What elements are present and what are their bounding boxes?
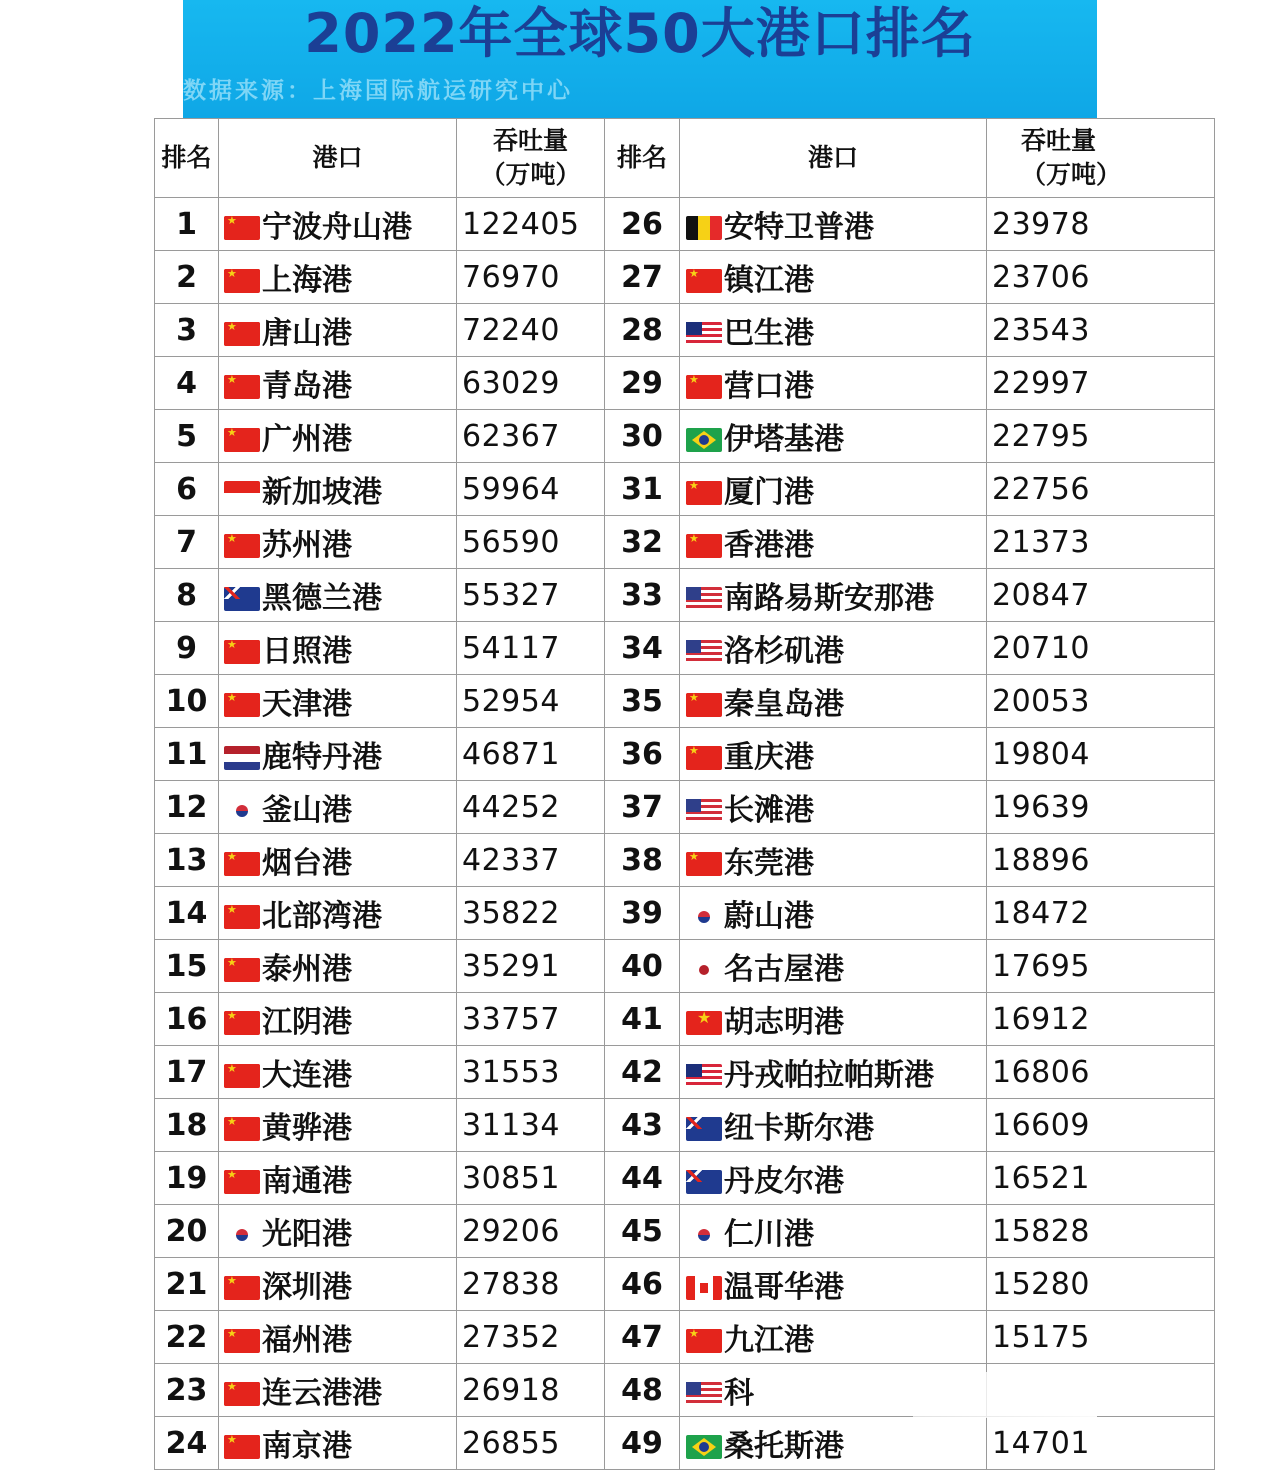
left-port-cell	[219, 1364, 457, 1417]
port-name: 南京港	[262, 1429, 352, 1464]
left-port-cell	[219, 1205, 457, 1258]
port-name: 营口港	[724, 369, 814, 404]
right-throughput-cell: 23978	[987, 198, 1215, 251]
left-port-cell	[219, 940, 457, 993]
left-throughput-cell: 27352	[457, 1311, 605, 1364]
right-rank-cell: 33	[605, 569, 680, 622]
right-port-cell	[680, 569, 987, 622]
left-port-cell	[219, 1311, 457, 1364]
table-row	[155, 198, 1215, 251]
right-rank-cell: 31	[605, 463, 680, 516]
port-name: 黄骅港	[262, 1111, 352, 1146]
right-throughput-cell: 15828	[987, 1205, 1215, 1258]
left-throughput-cell: 31553	[457, 1046, 605, 1099]
port-name: 安特卫普港	[724, 210, 874, 245]
port-name: 蔚山港	[724, 899, 814, 934]
left-rank-cell: 18	[155, 1099, 219, 1152]
flag-cn-icon	[224, 1011, 260, 1035]
right-rank-cell: 26	[605, 198, 680, 251]
title-banner	[183, 0, 1097, 118]
right-rank-cell: 32	[605, 516, 680, 569]
left-port-cell	[219, 251, 457, 304]
right-rank-cell: 49	[605, 1417, 680, 1470]
right-throughput-cell: 15280	[987, 1258, 1215, 1311]
table-row	[155, 1311, 1215, 1364]
flag-us-icon	[686, 799, 722, 823]
port-name: 仁川港	[724, 1217, 814, 1252]
right-port-cell	[680, 1205, 987, 1258]
left-rank-cell: 23	[155, 1364, 219, 1417]
left-port-cell	[219, 1152, 457, 1205]
left-port-cell	[219, 675, 457, 728]
port-name: 宁波舟山港	[262, 210, 412, 245]
left-rank-cell: 15	[155, 940, 219, 993]
right-port-cell	[680, 1417, 987, 1470]
port-name: 丹皮尔港	[724, 1164, 844, 1199]
flag-cn-icon	[686, 852, 722, 876]
left-port-cell	[219, 516, 457, 569]
right-port-cell	[680, 304, 987, 357]
right-port-cell	[680, 463, 987, 516]
right-rank-cell: 27	[605, 251, 680, 304]
right-rank-cell: 43	[605, 1099, 680, 1152]
left-port-cell	[219, 1099, 457, 1152]
port-name: 名古屋港	[724, 952, 844, 987]
right-port-cell	[680, 940, 987, 993]
left-rank-cell: 8	[155, 569, 219, 622]
flag-cn-icon	[224, 1329, 260, 1353]
port-name: 温哥华港	[724, 1270, 844, 1305]
right-port-cell	[680, 993, 987, 1046]
port-name: 天津港	[262, 687, 352, 722]
left-rank-cell: 9	[155, 622, 219, 675]
port-name: 福州港	[262, 1323, 352, 1358]
right-throughput-cell: 23706	[987, 251, 1215, 304]
left-throughput-cell: 52954	[457, 675, 605, 728]
right-rank-cell: 34	[605, 622, 680, 675]
port-name: 江阴港	[262, 1005, 352, 1040]
right-throughput-cell: 23543	[987, 304, 1215, 357]
right-port-cell	[680, 198, 987, 251]
port-name: 镇江港	[724, 263, 814, 298]
flag-my-icon	[686, 1064, 722, 1088]
right-throughput-cell: 18896	[987, 834, 1215, 887]
flag-cn-icon	[224, 375, 260, 399]
header-throughput-line2: （万吨）	[480, 160, 581, 189]
flag-br-icon	[686, 1435, 722, 1459]
left-port-cell	[219, 569, 457, 622]
table-row	[155, 887, 1215, 940]
port-name: 新加坡港	[262, 475, 382, 510]
flag-sg-icon	[224, 481, 260, 505]
right-rank-cell: 38	[605, 834, 680, 887]
right-port-cell	[680, 781, 987, 834]
table-row	[155, 834, 1215, 887]
flag-my-icon	[686, 322, 722, 346]
port-name: 桑托斯港	[724, 1429, 844, 1464]
right-throughput-cell: 16609	[987, 1099, 1215, 1152]
left-rank-cell: 4	[155, 357, 219, 410]
page-title: 2022年全球50大港口排名	[304, 2, 976, 65]
port-name: 香港港	[724, 528, 814, 563]
ranking-document	[161, 0, 1122, 1464]
right-throughput-cell: 14701	[987, 1417, 1215, 1470]
left-rank-cell: 22	[155, 1311, 219, 1364]
flag-jp-icon	[686, 958, 722, 982]
flag-kr-icon	[224, 1223, 260, 1247]
right-rank-cell: 46	[605, 1258, 680, 1311]
left-port-cell	[219, 728, 457, 781]
table-row	[155, 993, 1215, 1046]
left-throughput-cell: 42337	[457, 834, 605, 887]
port-name: 纽卡斯尔港	[724, 1111, 874, 1146]
right-rank-cell: 42	[605, 1046, 680, 1099]
flag-cn-icon	[224, 1276, 260, 1300]
port-name: 北部湾港	[262, 899, 382, 934]
port-name: 上海港	[262, 263, 352, 298]
table-header-row	[155, 119, 1215, 198]
table-row	[155, 1258, 1215, 1311]
flag-cn-icon	[224, 905, 260, 929]
header-throughput-right-line1: 吞吐量	[1021, 126, 1097, 155]
port-name: 黑德兰港	[262, 581, 382, 616]
left-port-cell	[219, 304, 457, 357]
table-row	[155, 463, 1215, 516]
flag-cn-icon	[686, 746, 722, 770]
left-rank-cell: 20	[155, 1205, 219, 1258]
port-name: 东莞港	[724, 846, 814, 881]
table-row	[155, 728, 1215, 781]
right-throughput-cell: 18472	[987, 887, 1215, 940]
left-port-cell	[219, 463, 457, 516]
port-name: 胡志明港	[724, 1005, 844, 1040]
table-row	[155, 940, 1215, 993]
header-throughput	[457, 119, 605, 198]
right-throughput-cell: 17695	[987, 940, 1215, 993]
right-port-cell	[680, 1258, 987, 1311]
table-row	[155, 357, 1215, 410]
header-throughput-line1: 吞吐量	[492, 126, 568, 155]
port-name: 青岛港	[262, 369, 352, 404]
right-throughput-cell: 22795	[987, 410, 1215, 463]
port-name: 长滩港	[724, 793, 814, 828]
flag-us-icon	[686, 587, 722, 611]
flag-us-icon	[686, 640, 722, 664]
port-name: 深圳港	[262, 1270, 352, 1305]
header-throughput-right	[987, 119, 1215, 198]
flag-cn-icon	[686, 1329, 722, 1353]
left-rank-cell: 12	[155, 781, 219, 834]
flag-cn-icon	[224, 693, 260, 717]
right-throughput-cell: 20053	[987, 675, 1215, 728]
left-port-cell	[219, 1417, 457, 1470]
data-source-note: 数据来源：上海国际航运研究中心	[183, 78, 573, 104]
right-throughput-cell: 22756	[987, 463, 1215, 516]
left-throughput-cell: 59964	[457, 463, 605, 516]
left-rank-cell: 10	[155, 675, 219, 728]
left-port-cell	[219, 834, 457, 887]
left-port-cell	[219, 887, 457, 940]
flag-cn-icon	[686, 693, 722, 717]
flag-au-icon	[686, 1170, 722, 1194]
left-throughput-cell: 29206	[457, 1205, 605, 1258]
left-port-cell	[219, 781, 457, 834]
left-throughput-cell: 33757	[457, 993, 605, 1046]
table-row	[155, 1417, 1215, 1470]
flag-cn-icon	[224, 1435, 260, 1459]
port-name: 釜山港	[262, 793, 352, 828]
flag-au-icon	[686, 1117, 722, 1141]
header-port: 港口	[219, 119, 457, 198]
table-row	[155, 1046, 1215, 1099]
table-row	[155, 781, 1215, 834]
left-rank-cell: 24	[155, 1417, 219, 1470]
left-port-cell	[219, 993, 457, 1046]
right-port-cell	[680, 675, 987, 728]
left-throughput-cell: 56590	[457, 516, 605, 569]
port-ranking-table	[154, 118, 1215, 1470]
left-throughput-cell: 35822	[457, 887, 605, 940]
right-port-cell	[680, 516, 987, 569]
port-name: 苏州港	[262, 528, 352, 563]
right-port-cell	[680, 728, 987, 781]
right-rank-cell: 29	[605, 357, 680, 410]
flag-cn-icon	[224, 534, 260, 558]
table-row	[155, 516, 1215, 569]
left-throughput-cell: 46871	[457, 728, 605, 781]
flag-cn-icon	[224, 852, 260, 876]
table-body	[155, 198, 1215, 1470]
left-throughput-cell: 72240	[457, 304, 605, 357]
table-row	[155, 622, 1215, 675]
right-port-cell	[680, 834, 987, 887]
port-name: 秦皇岛港	[724, 687, 844, 722]
header-rank: 排名	[155, 119, 219, 198]
right-rank-cell: 48	[605, 1364, 680, 1417]
right-throughput-cell: 22997	[987, 357, 1215, 410]
port-name: 鹿特丹港	[262, 740, 382, 775]
left-throughput-cell: 26918	[457, 1364, 605, 1417]
right-port-cell	[680, 1046, 987, 1099]
flag-cn-icon	[224, 322, 260, 346]
left-throughput-cell: 54117	[457, 622, 605, 675]
left-throughput-cell: 26855	[457, 1417, 605, 1470]
left-port-cell	[219, 410, 457, 463]
left-throughput-cell: 63029	[457, 357, 605, 410]
port-name: 巴生港	[724, 316, 814, 351]
port-name: 厦门港	[724, 475, 814, 510]
flag-cn-icon	[224, 269, 260, 293]
flag-cn-icon	[224, 1382, 260, 1406]
flag-kr-icon	[686, 1223, 722, 1247]
flag-cn-icon	[686, 269, 722, 293]
right-port-cell	[680, 1152, 987, 1205]
left-rank-cell: 5	[155, 410, 219, 463]
left-rank-cell: 3	[155, 304, 219, 357]
port-name: 泰州港	[262, 952, 352, 987]
table-row	[155, 410, 1215, 463]
blurred-overlay	[913, 1372, 1097, 1418]
table-row	[155, 1205, 1215, 1258]
right-rank-cell: 28	[605, 304, 680, 357]
flag-kr-icon	[224, 799, 260, 823]
port-name: 洛杉矶港	[724, 634, 844, 669]
left-rank-cell: 19	[155, 1152, 219, 1205]
port-name: 广州港	[262, 422, 352, 457]
right-throughput-cell: 19639	[987, 781, 1215, 834]
port-name: 南通港	[262, 1164, 352, 1199]
table-row	[155, 675, 1215, 728]
flag-cn-icon	[224, 428, 260, 452]
port-name: 南路易斯安那港	[724, 581, 934, 616]
left-port-cell	[219, 198, 457, 251]
flag-br-icon	[686, 428, 722, 452]
flag-cn-icon	[224, 1064, 260, 1088]
left-throughput-cell: 55327	[457, 569, 605, 622]
right-rank-cell: 39	[605, 887, 680, 940]
left-port-cell	[219, 357, 457, 410]
left-rank-cell: 1	[155, 198, 219, 251]
right-throughput-cell: 19804	[987, 728, 1215, 781]
right-rank-cell: 44	[605, 1152, 680, 1205]
left-throughput-cell: 31134	[457, 1099, 605, 1152]
right-throughput-cell: 16521	[987, 1152, 1215, 1205]
left-rank-cell: 13	[155, 834, 219, 887]
right-rank-cell: 30	[605, 410, 680, 463]
table-row	[155, 304, 1215, 357]
port-name: 日照港	[262, 634, 352, 669]
right-port-cell	[680, 1099, 987, 1152]
left-throughput-cell: 27838	[457, 1258, 605, 1311]
port-name: 光阳港	[262, 1217, 352, 1252]
right-throughput-cell: 16912	[987, 993, 1215, 1046]
port-name: 丹戎帕拉帕斯港	[724, 1058, 934, 1093]
right-rank-cell: 35	[605, 675, 680, 728]
right-throughput-cell: 20847	[987, 569, 1215, 622]
left-rank-cell: 11	[155, 728, 219, 781]
right-throughput-cell: 15175	[987, 1311, 1215, 1364]
flag-ca-icon	[686, 1276, 722, 1300]
port-name: 伊塔基港	[724, 422, 844, 457]
left-port-cell	[219, 1046, 457, 1099]
right-port-cell	[680, 251, 987, 304]
left-throughput-cell: 76970	[457, 251, 605, 304]
left-throughput-cell: 62367	[457, 410, 605, 463]
flag-cn-icon	[686, 534, 722, 558]
flag-us-icon	[686, 1382, 722, 1406]
table-row	[155, 1152, 1215, 1205]
port-name: 烟台港	[262, 846, 352, 881]
right-port-cell	[680, 410, 987, 463]
right-throughput-cell: 20710	[987, 622, 1215, 675]
flag-cn-icon	[224, 1117, 260, 1141]
left-throughput-cell: 122405	[457, 198, 605, 251]
table-row	[155, 1099, 1215, 1152]
flag-cn-icon	[224, 958, 260, 982]
right-port-cell	[680, 622, 987, 675]
right-rank-cell: 37	[605, 781, 680, 834]
flag-be-icon	[686, 216, 722, 240]
table-row	[155, 569, 1215, 622]
header-port-right: 港口	[680, 119, 987, 198]
flag-kr-icon	[686, 905, 722, 929]
left-rank-cell: 6	[155, 463, 219, 516]
left-throughput-cell: 35291	[457, 940, 605, 993]
left-rank-cell: 17	[155, 1046, 219, 1099]
left-port-cell	[219, 622, 457, 675]
header-rank-right: 排名	[605, 119, 680, 198]
flag-vn-icon	[686, 1011, 722, 1035]
left-throughput-cell: 44252	[457, 781, 605, 834]
right-port-cell	[680, 357, 987, 410]
port-name: 九江港	[724, 1323, 814, 1358]
flag-cn-icon	[224, 640, 260, 664]
left-rank-cell: 14	[155, 887, 219, 940]
flag-cn-icon	[224, 216, 260, 240]
left-rank-cell: 7	[155, 516, 219, 569]
right-rank-cell: 40	[605, 940, 680, 993]
header-throughput-right-line2: （万吨）	[1021, 160, 1122, 189]
right-port-cell	[680, 1311, 987, 1364]
port-name: 科	[724, 1376, 754, 1411]
table-row	[155, 251, 1215, 304]
port-name: 唐山港	[262, 316, 352, 351]
left-throughput-cell: 30851	[457, 1152, 605, 1205]
left-rank-cell: 2	[155, 251, 219, 304]
port-name: 大连港	[262, 1058, 352, 1093]
port-name: 连云港港	[262, 1376, 382, 1411]
port-name: 重庆港	[724, 740, 814, 775]
flag-cn-icon	[224, 1170, 260, 1194]
left-rank-cell: 16	[155, 993, 219, 1046]
left-port-cell	[219, 1258, 457, 1311]
right-throughput-cell: 21373	[987, 516, 1215, 569]
flag-nl-icon	[224, 746, 260, 770]
left-rank-cell: 21	[155, 1258, 219, 1311]
right-rank-cell: 45	[605, 1205, 680, 1258]
flag-cn-icon	[686, 481, 722, 505]
right-port-cell	[680, 887, 987, 940]
right-rank-cell: 41	[605, 993, 680, 1046]
flag-au-icon	[224, 587, 260, 611]
right-throughput-cell: 16806	[987, 1046, 1215, 1099]
right-rank-cell: 36	[605, 728, 680, 781]
flag-cn-icon	[686, 375, 722, 399]
right-rank-cell: 47	[605, 1311, 680, 1364]
